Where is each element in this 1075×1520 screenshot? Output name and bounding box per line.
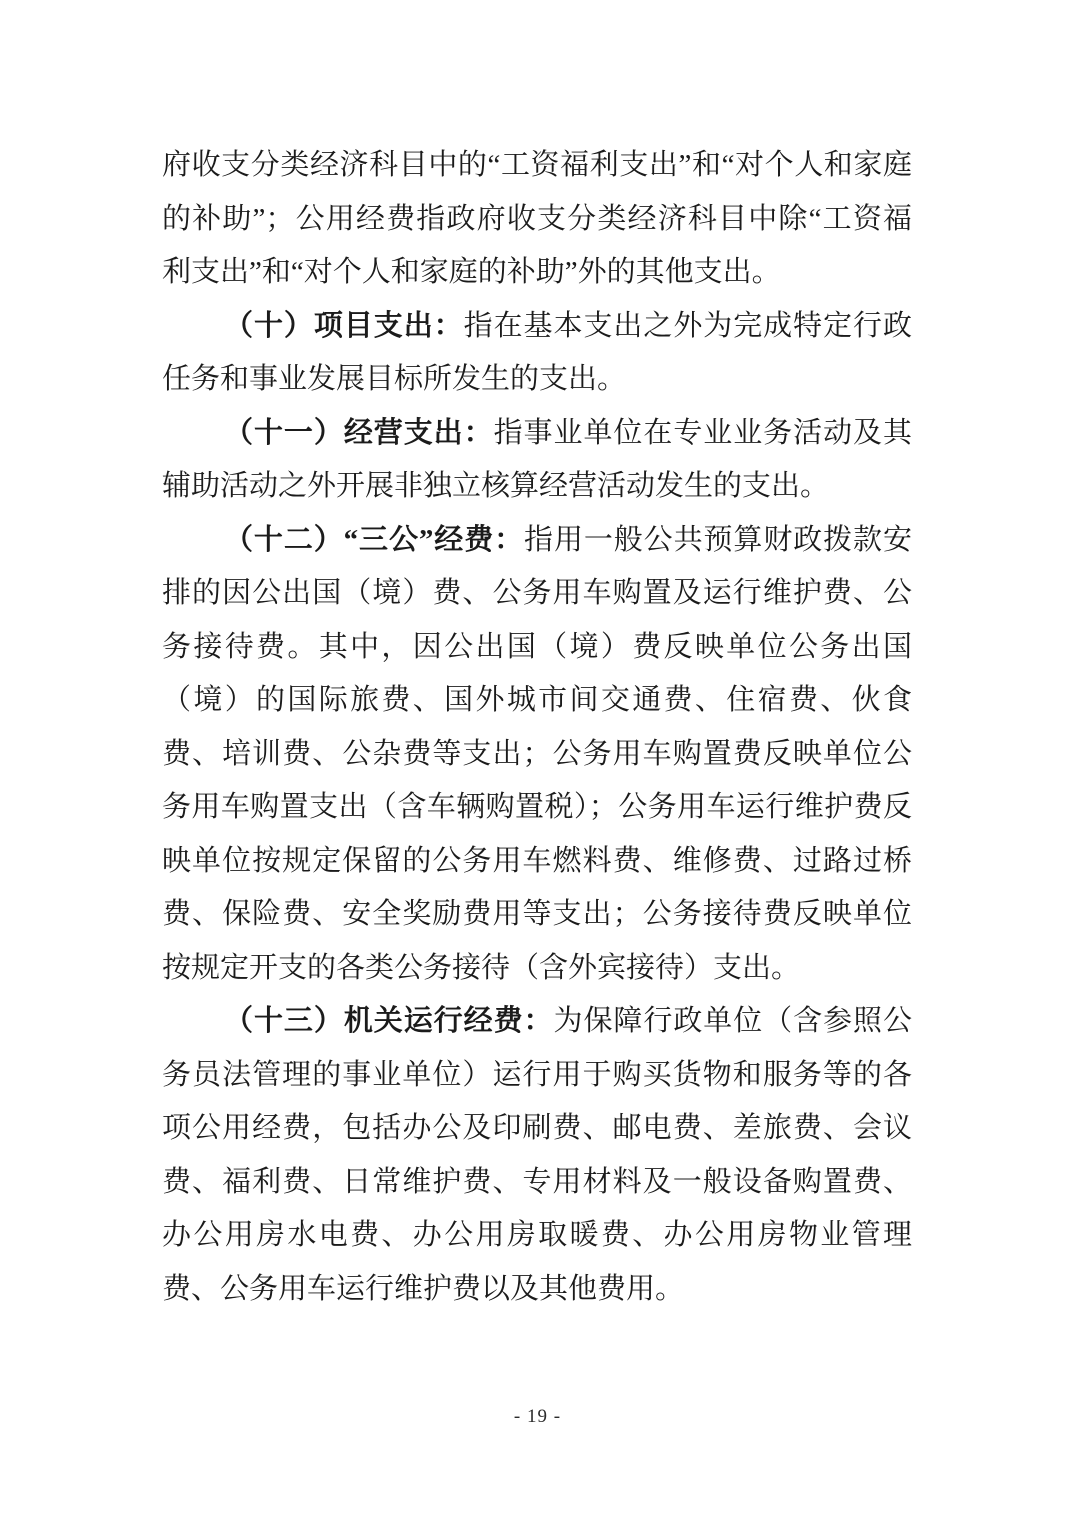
paragraph-project-expenditure [162, 300, 912, 407]
paragraph-body-text: 为保障行政单位（含参照公务员法管理的事业单位）运行用于购买货物和服务等的各项公用经费，包括办公及印刷费、邮电费、差旅费、会议费、福利费、日常维护费、专用材料及一般设备购置费、办公用房水电费、办公用房取暖费、办公用房物业管理费、公务用车运行维护费以及其他费用。 [162, 1005, 912, 1305]
paragraph-agency-operating-funds [162, 995, 912, 1316]
paragraph-continuation [162, 139, 912, 300]
paragraph-body-text: 府收支分类经济科目中的“工资福利支出”和“对个人和家庭的补助”；公用经费指政府收支分类经济科目中除“工资福利支出”和“对个人和家庭的补助”外的其他支出。 [162, 149, 912, 288]
paragraph-operating-expenditure [162, 407, 912, 514]
term-label: （十三）机关运行经费： [224, 1005, 554, 1037]
term-label: （十二）“三公”经费： [224, 523, 525, 556]
term-label: （十一）经营支出： [224, 416, 494, 449]
document-body [162, 139, 912, 1316]
paragraph-three-public-funds [162, 514, 912, 996]
term-label: （十）项目支出： [224, 309, 464, 342]
paragraph-body-text: 指事业单位在专业业务活动及其辅助活动之外开展非独立核算经营活动发生的支出。 [162, 416, 912, 502]
paragraph-body-text: 指在基本支出之外为完成特定行政任务和事业发展目标所发生的支出。 [162, 309, 912, 395]
page-number: - 19 - [513, 1406, 562, 1427]
paragraph-body-text: 指用一般公共预算财政拨款安排的因公出国（境）费、公务用车购置及运行维护费、公务接待费。其中，因公出国（境）费反映单位公务出国（境）的国际旅费、国外城市间交通费、住宿费、伙食费、培训费、公杂费等支出；公务用车购置费反映单位公务用车购置支出（含车辆购置税）；公务用车运行维护费反映单位按规定保留的公务用车燃料费、维修费、过路过桥费、保险费、安全奖励费用等支出；公务接待费反映单位按规定开支的各类公务接待（含外宾接待）支出。 [162, 523, 912, 984]
